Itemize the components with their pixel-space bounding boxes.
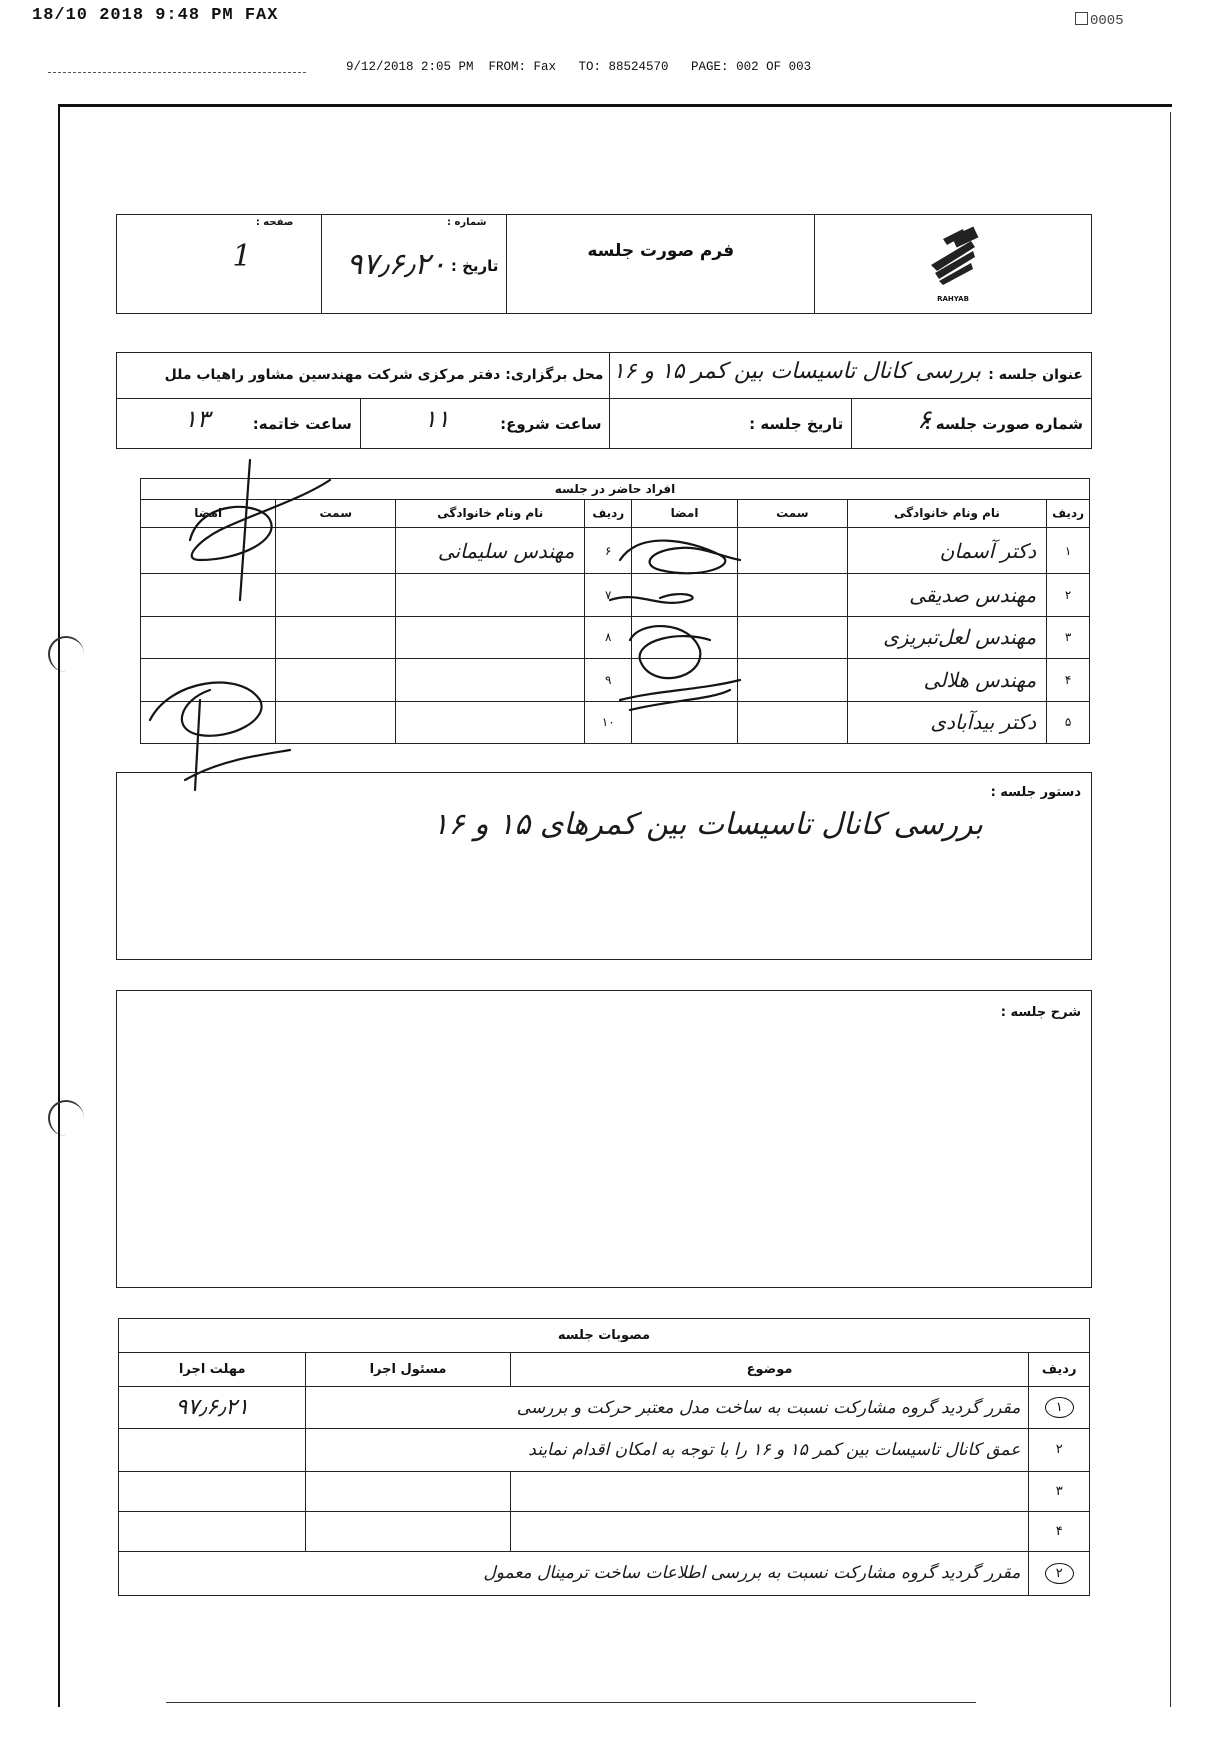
col-row-left: ردیف [585,500,632,528]
resolution-row: ۲ مقرر گردید گروه مشارکت نسبت به بررسی اطلاعات ساخت ترمینال معمول [119,1551,1090,1595]
attendee-row: ۵ دکتر بیدآبادی ۱۰ [141,701,1090,743]
meeting-date-label: تاریخ جلسه : [749,415,844,433]
attendee-name: دکتر آسمان [847,527,1046,574]
bottom-rule [166,1702,976,1703]
signature [610,594,693,603]
date-value: ۹۷٫۶٫۲۰ [346,247,447,282]
attendee-name: دکتر بیدآبادی [847,701,1046,743]
end-time-value: ۱۳ [183,405,210,433]
fax-page-counter: 0005 [1075,12,1124,29]
agenda-text: بررسی کانال تاسیسات بین کمرهای ۱۵ و ۱۶ [432,807,983,842]
end-time-label: ساعت خاتمه: [252,415,352,433]
subject-label: عنوان جلسه : [988,367,1083,383]
col-position-right: سمت [737,500,847,528]
col-res-subject: موضوع [510,1353,1029,1387]
punch-hole [48,636,84,672]
punch-hole [48,1100,84,1136]
resolution-subject: مقرر گردید گروه مشارکت نسبت به ساخت مدل معتبر حرکت و بررسی [306,1387,1029,1429]
attendee-row: ۱ دکتر آسمان ۶ مهندس سلیمانی [141,527,1090,574]
resolution-subject: مقرر گردید گروه مشارکت نسبت به بررسی اطلاعات ساخت ترمینال معمول [119,1551,1029,1595]
signature [630,626,710,678]
col-row-right: ردیف [1047,500,1090,528]
col-signature-left: امضا [141,500,276,528]
minutes-number-label: شماره صورت جلسه : [924,415,1083,433]
resolution-row: ۳ [119,1471,1090,1511]
attendee-name: مهندس هلالی [847,659,1046,701]
location-label: محل برگزاری: دفتر مرکزی شرکت مهندسین مشاور راهیاب ملل [164,367,604,383]
minutes-number-value: ۶ [917,405,931,435]
signature [620,541,740,574]
col-signature-right: امضا [632,500,738,528]
resolutions-table [118,1318,1090,1596]
attendee-name: مهندس صدیقی [847,574,1046,616]
signature [190,460,330,600]
col-res-deadline: مهلت اجرا [119,1353,306,1387]
description-box [116,990,1092,1288]
page-value: 1 [232,239,252,274]
date-label: تاریخ : [450,257,499,275]
col-name-left: نام ونام خانوادگی [396,500,585,528]
start-time-value: ۱۱ [423,405,450,433]
resolution-row: ۱ مقرر گردید گروه مشارکت نسبت به ساخت مدل معتبر حرکت و بررسی ۹۷٫۶٫۲۱ [119,1387,1090,1429]
agenda-label: دستور جلسه : [990,785,1081,800]
number-label: شماره : [446,217,487,228]
resolution-deadline: ۹۷٫۶٫۲۱ [119,1387,306,1429]
logo-caption: RAHYAB [937,295,969,303]
attendee-name: مهندس لعل‌تبریزی [847,616,1046,658]
resolution-row: ۲ عمق کانال تاسیسات بین کمر ۱۵ و ۱۶ را با توجه به امکان اقدام نمایند [119,1429,1090,1471]
col-res-row: ردیف [1029,1353,1090,1387]
resolution-subject: عمق کانال تاسیسات بین کمر ۱۵ و ۱۶ را با توجه به امکان اقدام نمایند [306,1429,1029,1471]
col-res-responsible: مسئول اجرا [306,1353,510,1387]
attendees-title: افراد حاضر در جلسه [141,479,1090,500]
col-position-left: سمت [276,500,396,528]
fax-timestamp: 18/10 2018 9:48 PM FAX [32,6,279,25]
agenda-box [116,772,1092,960]
form-title: فرم صورت جلسه [587,241,735,261]
attendee-name: مهندس سلیمانی [396,527,585,574]
description-label: شرح جلسه : [1000,1005,1081,1020]
attendee-row: ۳ مهندس لعل‌تبریزی ۸ [141,616,1090,658]
signature [620,680,740,710]
subject-value: بررسی کانال تاسیسات بین کمر ۱۵ و ۱۶ [612,359,981,384]
resolution-row: ۴ [119,1511,1090,1551]
col-name-right: نام ونام خانوادگی [847,500,1046,528]
resolutions-title: مصوبات جلسه [119,1319,1090,1353]
attendee-row: ۴ مهندس هلالی ۹ [141,659,1090,701]
start-time-label: ساعت شروع: [500,415,602,433]
fax-header-line: 9/12/2018 2:05 PM FROM: Fax TO: 88524570 PAGE: 002 OF 003 [346,60,812,74]
attendee-row: ۲ مهندس صدیقی ۷ [141,574,1090,616]
page-label: صفحه : [255,217,294,228]
